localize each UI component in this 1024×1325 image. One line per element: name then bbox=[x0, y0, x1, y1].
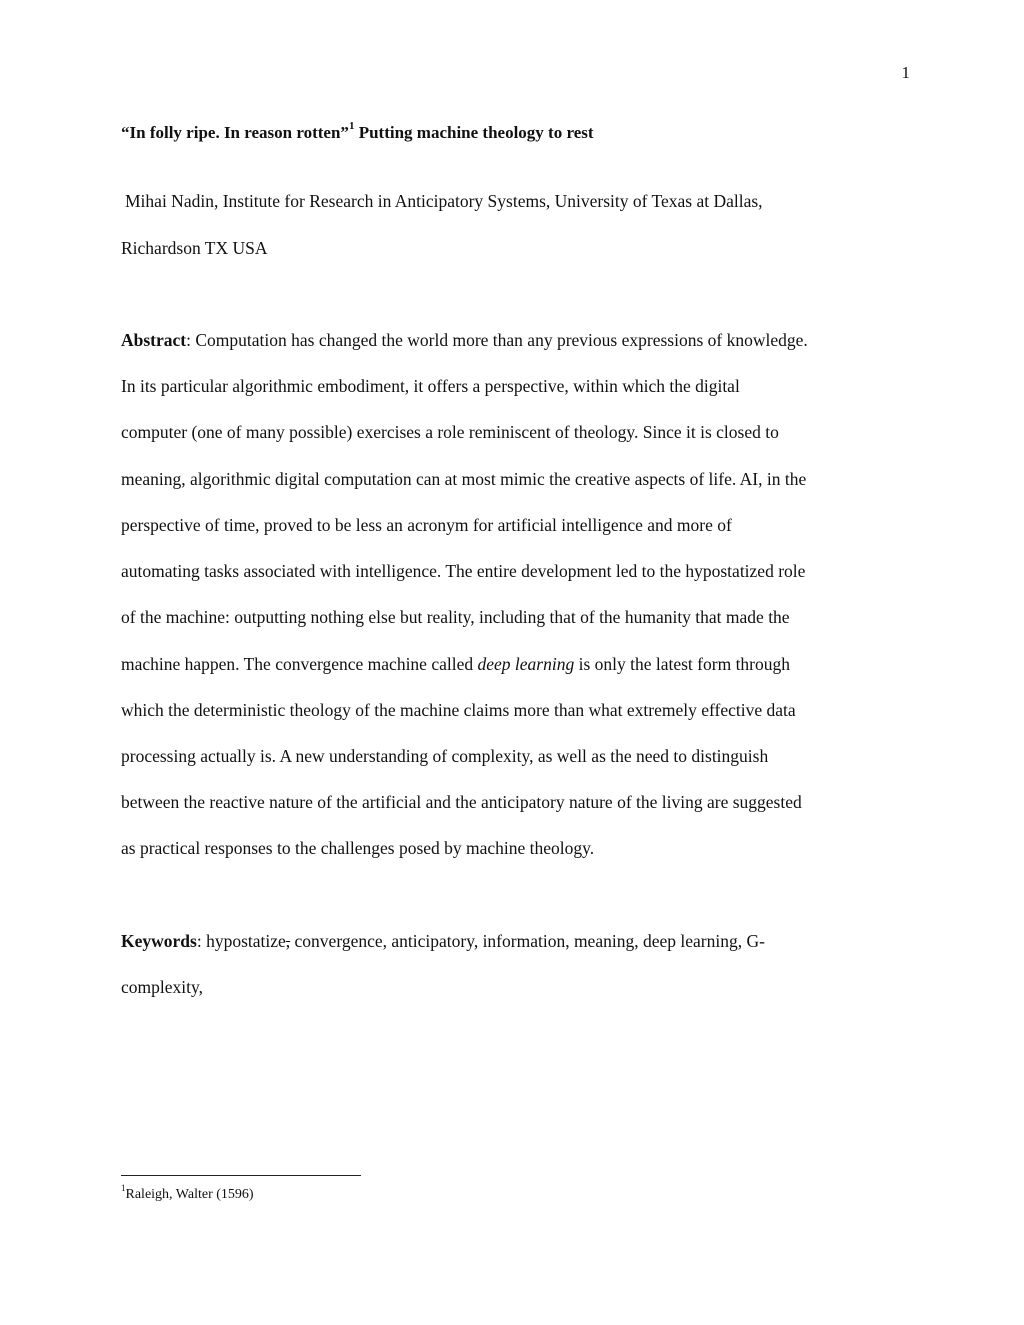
footnote bbox=[121, 1183, 254, 1204]
abstract-line-11: between the reactive nature of the artificial and the anticipatory nature of the living are suggested bbox=[121, 792, 802, 812]
keywords-line-2: complexity, bbox=[121, 977, 203, 997]
abstract-line-8: machine happen. The convergence machine called deep learning is only the latest form through bbox=[121, 654, 791, 674]
keywords-line-1: Keywords: hypostatize, convergence, anticipatory, information, meaning, deep learning, G- bbox=[121, 931, 765, 951]
abstract-line-6: automating tasks associated with intelligence. The entire development led to the hypostatized role bbox=[121, 561, 806, 581]
title-rest: Putting machine theology to rest bbox=[354, 123, 594, 142]
struck-comma: , bbox=[285, 931, 291, 951]
keywords-label: Keywords bbox=[121, 931, 197, 951]
abstract-line-3: computer (one of many possible) exercises a role reminiscent of theology. Since it is closed to bbox=[121, 422, 779, 442]
abstract-line-4: meaning, algorithmic digital computation can at most mimic the creative aspects of life. AI, in the bbox=[121, 469, 807, 489]
author-affiliation-line-2: Richardson TX USA bbox=[121, 238, 268, 258]
abstract-line-2: In its particular algorithmic embodiment, it offers a perspective, within which the digital bbox=[121, 376, 740, 396]
abstract-line-9: which the deterministic theology of the machine claims more than what extremely effective data bbox=[121, 700, 796, 720]
abstract-line-1: Abstract: Computation has changed the world more than any previous expressions of knowledge. bbox=[121, 330, 808, 350]
abstract-label: Abstract bbox=[121, 330, 187, 350]
abstract-line-5: perspective of time, proved to be less an acronym for artificial intelligence and more of bbox=[121, 515, 732, 535]
footnote-mark: 1 bbox=[121, 1183, 126, 1194]
deep-learning-term: deep learning bbox=[477, 654, 575, 674]
page-number: 1 bbox=[901, 63, 910, 82]
abstract-line-7: of the machine: outputting nothing else but reality, including that of the humanity that made the bbox=[121, 607, 790, 627]
title-footnote-mark[interactable]: 1 bbox=[348, 120, 355, 133]
author-affiliation-line-1: Mihai Nadin, Institute for Research in Anticipatory Systems, University of Texas at Dallas, bbox=[125, 191, 763, 211]
footnote-separator bbox=[121, 1175, 361, 1176]
paper-title bbox=[121, 121, 594, 145]
abstract-line-12: as practical responses to the challenges posed by machine theology. bbox=[121, 838, 595, 858]
abstract-line-10: processing actually is. A new understanding of complexity, as well as the need to distinguish bbox=[121, 746, 769, 766]
footnote-text: Raleigh, Walter (1596) bbox=[125, 1187, 254, 1202]
title-quote: “In folly ripe. In reason rotten” bbox=[121, 123, 349, 142]
